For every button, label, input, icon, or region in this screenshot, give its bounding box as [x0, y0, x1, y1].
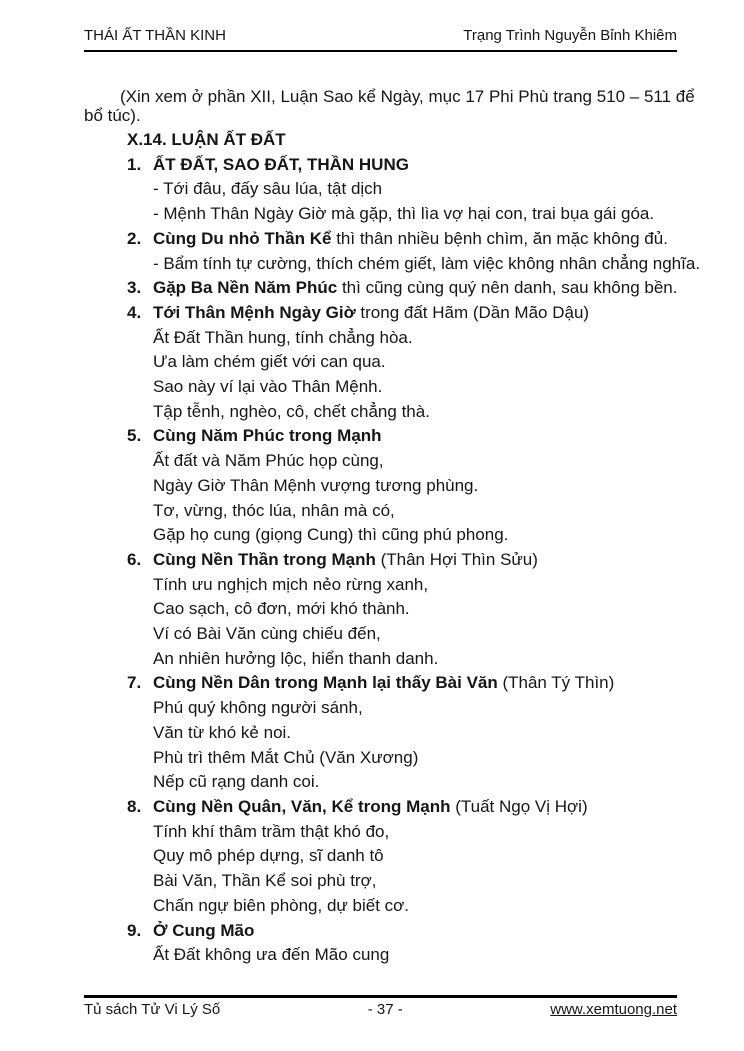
verse-line: - Mệnh Thân Ngày Giờ mà gặp, thì lìa vợ hại con, trai bụa gái góa. — [153, 204, 655, 224]
verse-line: Cao sạch, cô đơn, mới khó thành. — [153, 599, 410, 619]
list-item-title: Ở Cung Mão — [153, 920, 255, 940]
list-item-title: Cùng Năm Phúc trong Mạnh — [153, 426, 382, 446]
verse-line: Tính khí thâm trầm thật khó đo, — [153, 821, 390, 841]
verse-line: An nhiên hưởng lộc, hiển thanh danh. — [153, 648, 439, 668]
list-item-rest: (Thân Hợi Thìn Sửu) — [375, 549, 538, 569]
list-item-number: 1. — [127, 154, 142, 174]
list-item-rest: thì thân nhiều bệnh chìm, ăn mặc không đủ. — [331, 228, 668, 248]
header-author: Trạng Trình Nguyễn Bỉnh Khiêm — [463, 27, 677, 44]
section-content — [84, 128, 701, 968]
footer-website-link[interactable]: www.xemtuong.net — [550, 1001, 677, 1018]
list-item-number: 8. — [127, 796, 142, 816]
verse-line: Bài Văn, Thần Kể soi phù trợ, — [153, 871, 377, 891]
verse-line: Ví có Bài Văn cùng chiếu đến, — [153, 624, 381, 644]
verse-line: Gặp họ cung (giọng Cung) thì cũng phú phong. — [153, 525, 509, 545]
verse-line: Văn từ khó kẻ noi. — [153, 722, 292, 742]
list-item-number: 2. — [127, 228, 142, 248]
verse-line: Nếp cũ rạng danh coi. — [153, 772, 320, 792]
verse-line: Phù trì thêm Mắt Chủ (Văn Xương) — [153, 747, 419, 767]
list-item — [84, 548, 676, 573]
list-item — [84, 795, 676, 820]
list-item-number: 3. — [127, 278, 142, 298]
verse-line: Tính ưu nghịch mịch nẻo rừng xanh, — [153, 574, 429, 594]
list-item-title: ẤT ĐẤT, SAO ĐẤT, THẦN HUNG — [153, 154, 409, 174]
footer-series-title: Tủ sách Tử Vi Lý Số — [84, 1001, 221, 1018]
header-book-title: THÁI ẤT THẦN KINH — [84, 27, 226, 44]
verse-line: Chấn ngự biên phòng, dự biết cơ. — [153, 895, 410, 915]
list-item-number: 7. — [127, 673, 142, 693]
page-footer — [84, 1001, 677, 1018]
list-item-title: Tới Thân Mệnh Ngày Giờ — [153, 302, 356, 322]
list-item — [84, 153, 676, 178]
list-item-rest: (Thân Tý Thìn) — [497, 673, 615, 693]
list-item-rest: thì cũng cùng quý nên danh, sau không bền. — [337, 278, 678, 298]
verse-line: Ngày Giờ Thân Mệnh vượng tương phùng. — [153, 475, 479, 495]
intro-paragraph — [84, 87, 695, 125]
list-item — [84, 301, 676, 326]
list-item — [84, 227, 676, 252]
verse-line: Phú quý không người sánh, — [153, 698, 363, 718]
verse-line: - Bẩm tính tự cường, thích chém giết, làm việc không nhân chẳng nghĩa. — [153, 253, 701, 273]
verse-line: Tơ, vừng, thóc lúa, nhân mà có, — [153, 500, 395, 520]
list-item — [84, 424, 676, 449]
list-item-title: Gặp Ba Nền Năm Phúc — [153, 278, 338, 298]
footer-divider — [84, 995, 677, 998]
verse-line: Quy mô phép dựng, sĩ danh tô — [153, 846, 384, 866]
list-item — [84, 276, 676, 301]
list-item-title: Cùng Nền Quân, Văn, Kể trong Mạnh — [153, 796, 451, 816]
verse-line: Tập tễnh, nghèo, cô, chết chẳng thà. — [153, 401, 430, 421]
verse-line: - Tới đâu, đấy sâu lúa, tật dịch — [153, 179, 383, 199]
list-item-rest: trong đất Hãm (Dần Mão Dậu) — [355, 302, 590, 322]
verse-line: Ất Đất Thần hung, tính chẳng hòa. — [153, 327, 413, 347]
list-item-number: 9. — [127, 920, 142, 940]
list-item-number: 6. — [127, 549, 142, 569]
page-header — [84, 27, 677, 52]
list-item-title: Cùng Nền Thần trong Mạnh — [153, 549, 376, 569]
verse-line: Ất đất và Năm Phúc họp cùng, — [153, 451, 384, 471]
footer-page-number: - 37 - — [367, 1001, 403, 1018]
verse-line: Ưa làm chém giết với can qua. — [153, 352, 386, 372]
list-item-title: Cùng Nền Dân trong Mạnh lại thấy Bài Văn — [153, 673, 498, 693]
intro-line: bổ túc). — [84, 106, 141, 125]
section-heading: X.14. LUẬN ẤT ĐẤT — [127, 130, 286, 149]
list-item-number: 5. — [127, 426, 142, 446]
list-item-number: 4. — [127, 302, 142, 322]
intro-line: (Xin xem ở phần XII, Luận Sao kể Ngày, mục 17 Phi Phù trang 510 – 511 để — [120, 87, 695, 106]
list-item — [84, 671, 676, 696]
verse-line: Sao này ví lại vào Thân Mệnh. — [153, 377, 383, 397]
list-item — [84, 919, 676, 944]
verse-line: Ất Đất không ưa đến Mão cung — [153, 945, 390, 965]
list-item-rest: (Tuất Ngọ Vị Hợi) — [450, 796, 588, 816]
list-item-title: Cùng Du nhỏ Thần Kể — [153, 228, 332, 248]
